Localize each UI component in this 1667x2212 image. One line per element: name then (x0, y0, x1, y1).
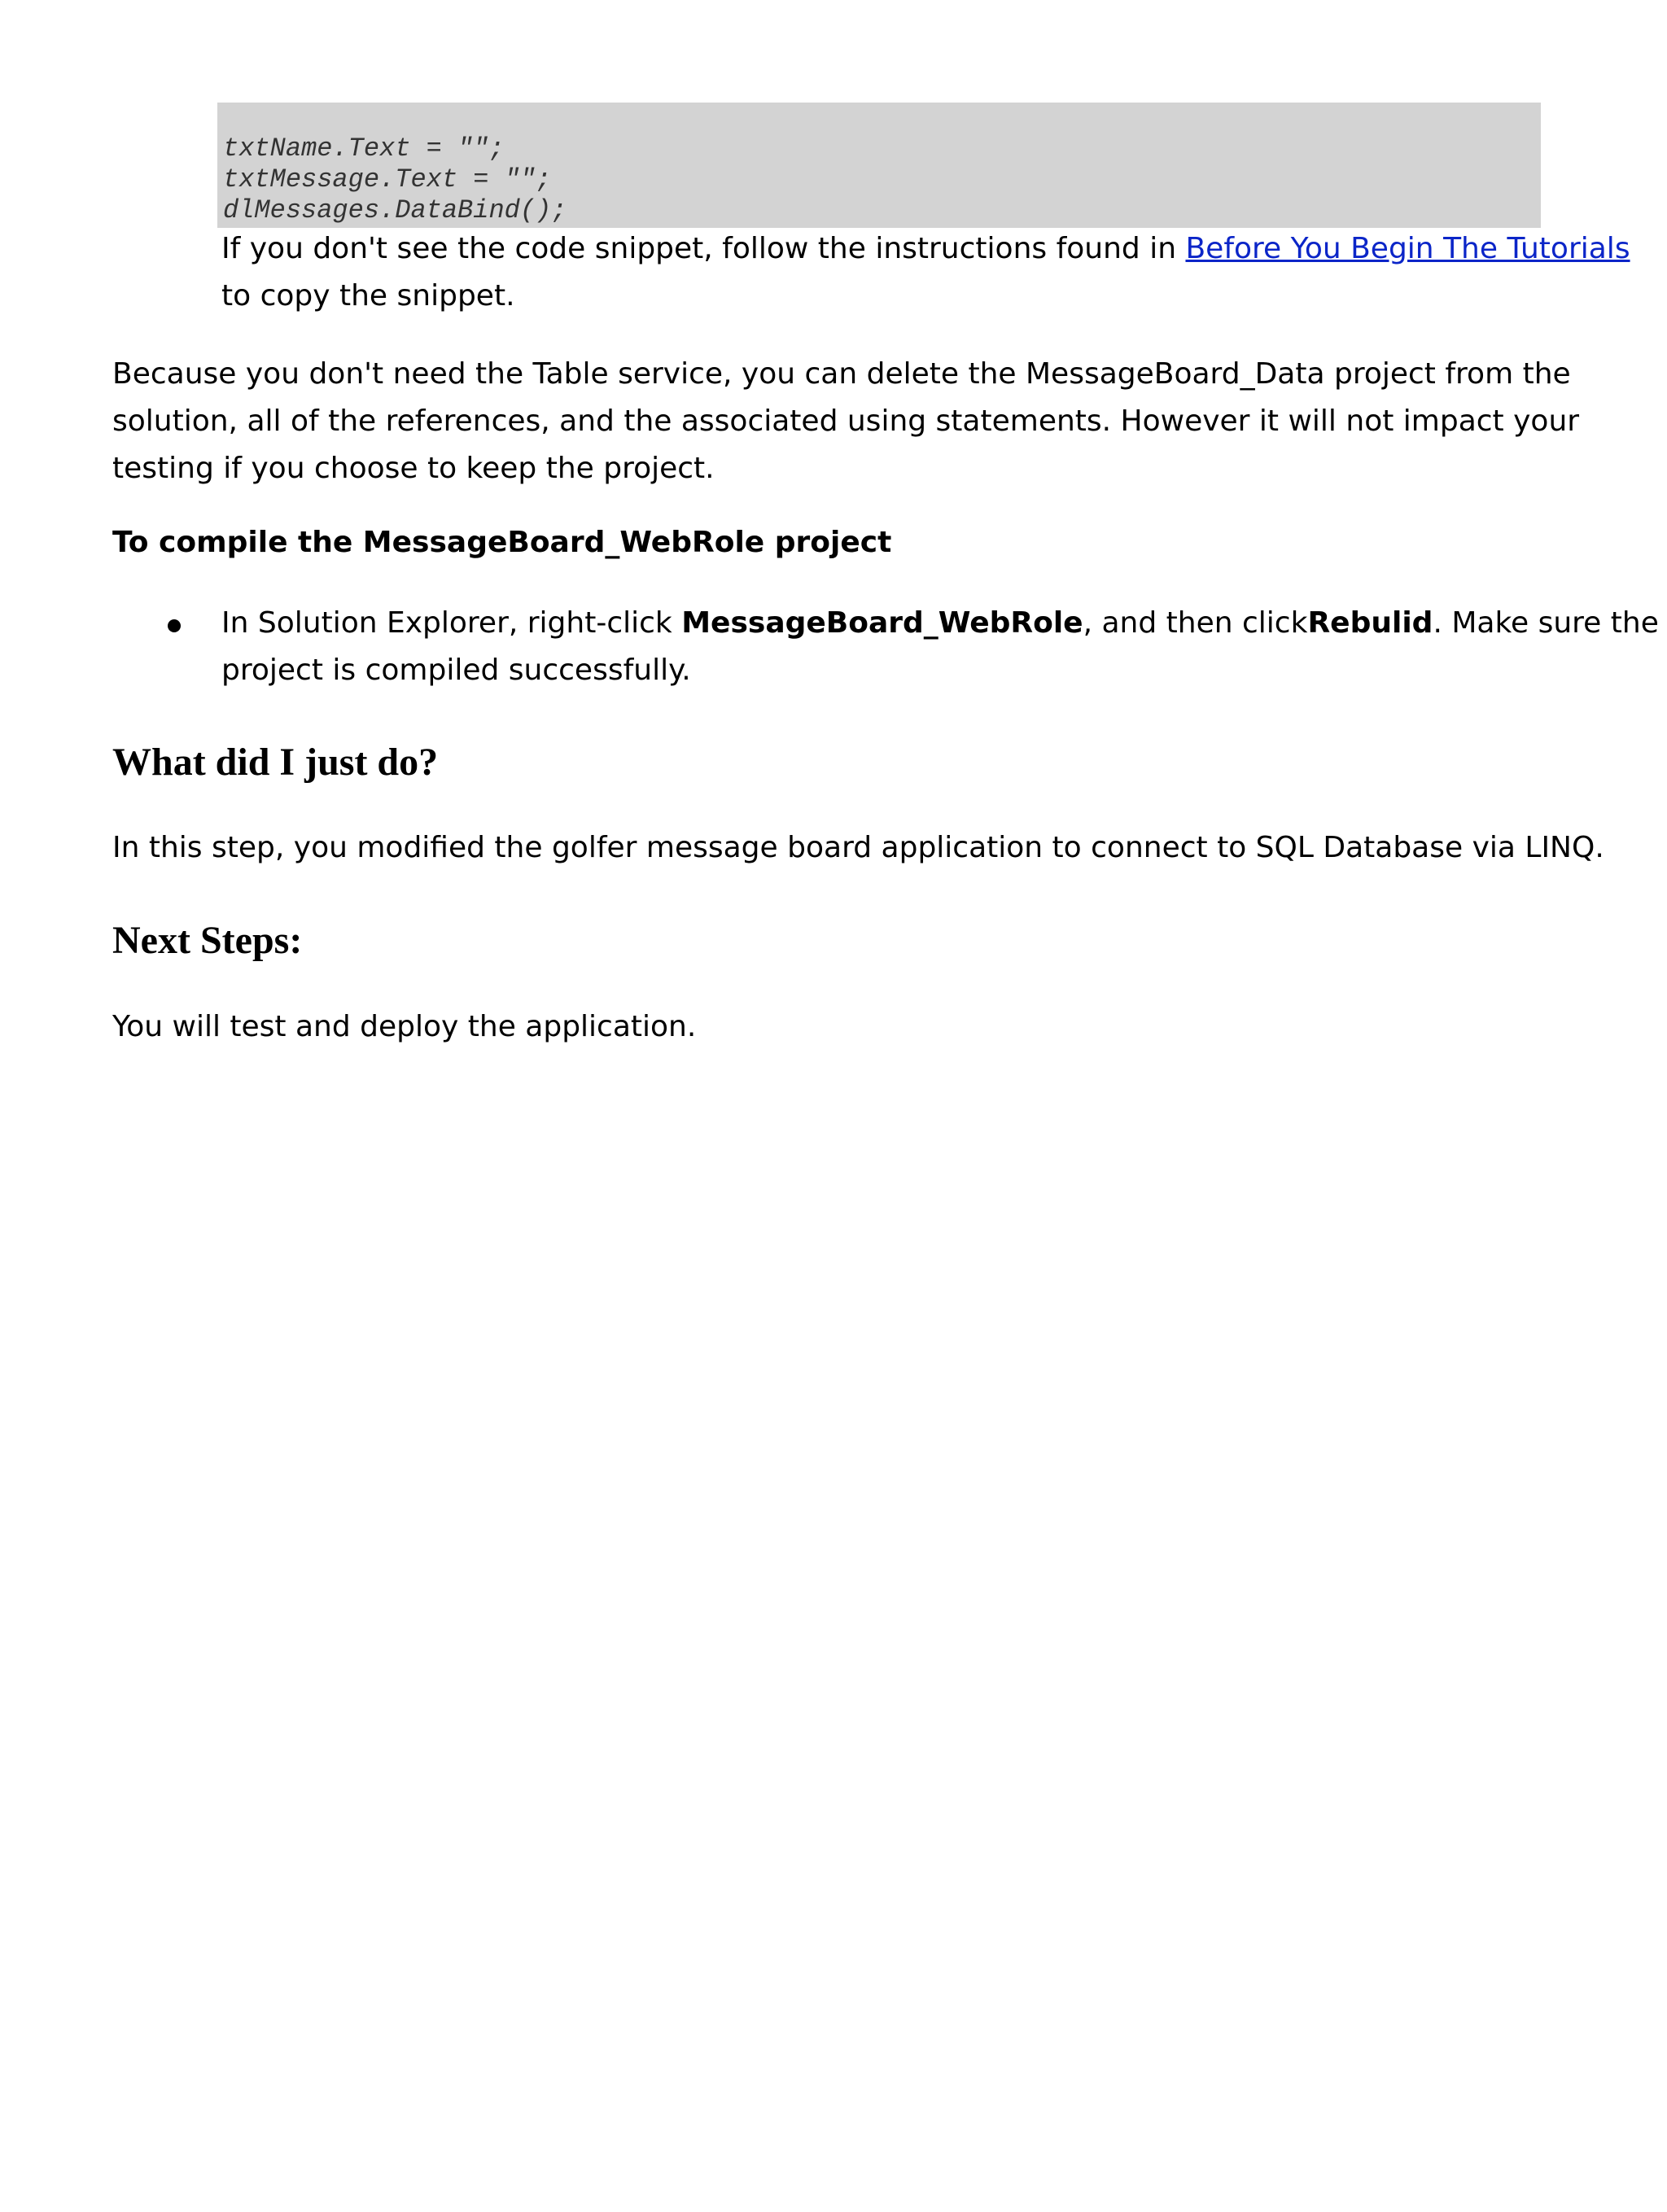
paragraph-line: solution, all of the references, and the associated using statements. However it will not impact your (112, 404, 1580, 438)
what-body: In this step, you modified the golfer message board application to connect to SQL Database via LINQ. (112, 831, 1604, 864)
next-steps-heading: Next Steps: (112, 919, 303, 962)
what-heading: What did I just do? (112, 741, 439, 784)
bullet-line1 (221, 600, 1659, 647)
paragraph-line: Because you don't need the Table service, you can delete the MessageBoard_Data project from the (112, 357, 1571, 391)
snippet-note-line1 (221, 225, 1630, 273)
bullet-line2: project is compiled successfully. (221, 654, 691, 687)
bullet-text: , and then click (1083, 606, 1308, 640)
bullet-text: . Make sure the (1433, 606, 1659, 640)
code-line: dlMessages.DataBind(); (223, 195, 567, 225)
bullet-bold-rebuild: Rebulid (1307, 606, 1433, 640)
bullet-bold-webrole: MessageBoard_WebRole (681, 606, 1083, 640)
bullet-icon (168, 619, 181, 632)
paragraph-line: testing if you choose to keep the project. (112, 452, 715, 485)
code-snippet (217, 103, 1541, 228)
code-line: txtMessage.Text = ""; (223, 164, 552, 195)
next-steps-body: You will test and deploy the application. (112, 1010, 697, 1043)
procedure-title: To compile the MessageBoard_WebRole project (112, 526, 892, 559)
before-you-begin-link[interactable]: Before You Begin The Tutorials (1185, 232, 1630, 265)
snippet-note-line2: to copy the snippet. (221, 279, 515, 313)
bullet-text: In Solution Explorer, right-click (221, 606, 682, 640)
code-line: txtName.Text = ""; (223, 133, 505, 164)
snippet-note-prefix: If you don't see the code snippet, follow the instructions found in (221, 232, 1186, 265)
